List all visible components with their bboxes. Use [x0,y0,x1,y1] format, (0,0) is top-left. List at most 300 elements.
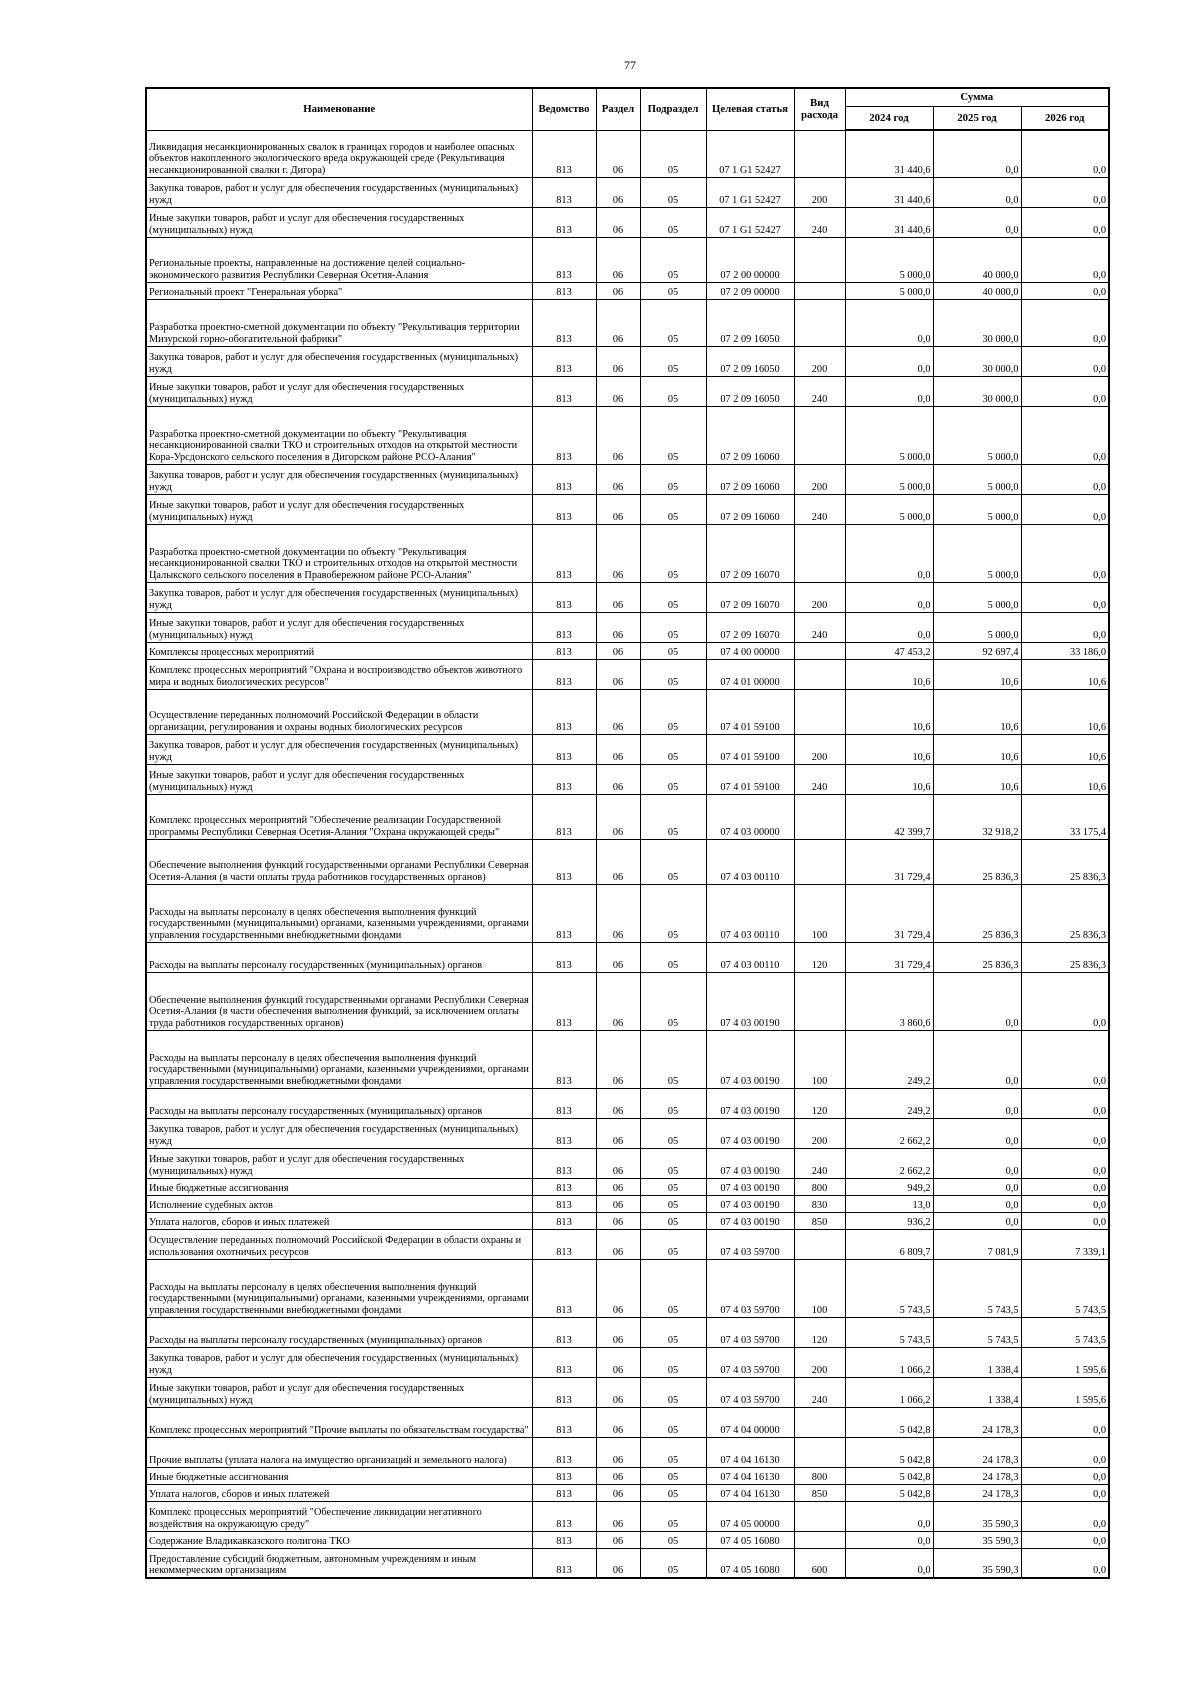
row-name: Комплекс процессных мероприятий "Обеспечение ликвидации негативного воздействия на окружающую среду" [146,1501,532,1531]
row-name: Закупка товаров, работ и услуг для обеспечения государственных (муниципальных) нужд [146,1347,532,1377]
row-sum-2025: 32 918,2 [933,794,1021,839]
header-target-article: Целевая статья [706,88,794,130]
row-expense-type [794,1531,845,1548]
row-target-article: 07 4 03 00190 [706,1030,794,1088]
row-section: 06 [596,884,640,942]
row-expense-type [794,299,845,346]
row-expense-type: 600 [794,1548,845,1578]
row-target-article: 07 2 09 16050 [706,299,794,346]
row-expense-type [794,1229,845,1259]
row-target-article: 07 4 03 00190 [706,972,794,1030]
table-row [146,177,1109,207]
row-department: 813 [532,464,596,494]
row-sum-2024: 949,2 [845,1178,933,1195]
table-row [146,1088,1109,1118]
row-name: Комплексы процессных мероприятий [146,642,532,659]
row-sum-2025: 0,0 [933,177,1021,207]
row-expense-type: 240 [794,764,845,794]
row-target-article: 07 4 05 00000 [706,1501,794,1531]
row-department: 813 [532,942,596,972]
row-expense-type: 850 [794,1484,845,1501]
row-section: 06 [596,237,640,282]
row-expense-type: 120 [794,942,845,972]
row-target-article: 07 2 09 00000 [706,282,794,299]
row-sum-2026: 5 743,5 [1021,1259,1109,1317]
table-row [146,464,1109,494]
table-row [146,376,1109,406]
row-expense-type [794,524,845,582]
row-expense-type: 200 [794,582,845,612]
table-row [146,346,1109,376]
row-section: 06 [596,494,640,524]
row-sum-2025: 1 338,4 [933,1377,1021,1407]
row-sum-2026: 0,0 [1021,376,1109,406]
row-sum-2024: 2 662,2 [845,1148,933,1178]
row-name: Разработка проектно-сметной документации по объекту "Рекультивация территории Мизурской горно-обогатительной фабрики" [146,299,532,346]
row-expense-type: 100 [794,884,845,942]
row-subsection: 05 [640,177,706,207]
row-sum-2024: 5 000,0 [845,282,933,299]
row-name: Иные закупки товаров, работ и услуг для обеспечения государственных (муниципальных) нужд [146,1148,532,1178]
row-sum-2025: 5 743,5 [933,1317,1021,1347]
row-subsection: 05 [640,1377,706,1407]
header-section: Раздел [596,88,640,130]
row-section: 06 [596,1259,640,1317]
row-department: 813 [532,1259,596,1317]
row-target-article: 07 2 09 16070 [706,582,794,612]
row-sum-2024: 5 000,0 [845,494,933,524]
row-sum-2025: 0,0 [933,972,1021,1030]
row-sum-2024: 1 066,2 [845,1377,933,1407]
header-year-2025: 2025 год [933,106,1021,130]
row-sum-2026: 0,0 [1021,1088,1109,1118]
row-sum-2024: 0,0 [845,1501,933,1531]
row-target-article: 07 2 09 16070 [706,524,794,582]
row-sum-2024: 0,0 [845,376,933,406]
row-target-article: 07 2 00 00000 [706,237,794,282]
row-sum-2026: 0,0 [1021,130,1109,177]
row-subsection: 05 [640,1347,706,1377]
row-expense-type [794,1501,845,1531]
row-subsection: 05 [640,582,706,612]
row-department: 813 [532,972,596,1030]
row-subsection: 05 [640,972,706,1030]
row-expense-type: 200 [794,734,845,764]
row-expense-type: 200 [794,177,845,207]
row-sum-2024: 249,2 [845,1030,933,1088]
row-department: 813 [532,237,596,282]
row-expense-type: 200 [794,464,845,494]
row-section: 06 [596,464,640,494]
row-sum-2026: 0,0 [1021,207,1109,237]
row-sum-2025: 5 000,0 [933,612,1021,642]
row-name: Закупка товаров, работ и услуг для обеспечения государственных (муниципальных) нужд [146,464,532,494]
table-row [146,1030,1109,1088]
row-sum-2024: 5 042,8 [845,1407,933,1437]
row-department: 813 [532,794,596,839]
row-target-article: 07 4 03 59700 [706,1347,794,1377]
row-sum-2025: 24 178,3 [933,1407,1021,1437]
row-section: 06 [596,207,640,237]
row-sum-2026: 7 339,1 [1021,1229,1109,1259]
row-sum-2025: 5 000,0 [933,406,1021,464]
row-section: 06 [596,1229,640,1259]
row-section: 06 [596,1377,640,1407]
row-department: 813 [532,1030,596,1088]
row-expense-type [794,689,845,734]
row-expense-type: 240 [794,1148,845,1178]
row-sum-2025: 5 000,0 [933,464,1021,494]
table-row [146,130,1109,177]
row-sum-2024: 10,6 [845,764,933,794]
row-target-article: 07 1 G1 52427 [706,207,794,237]
row-subsection: 05 [640,1148,706,1178]
budget-table [145,87,1110,1579]
row-section: 06 [596,376,640,406]
row-name: Комплекс процессных мероприятий "Охрана и воспроизводство объектов животного мира и водных биологических ресурсов" [146,659,532,689]
header-sum: Сумма [845,88,1109,106]
row-sum-2024: 0,0 [845,582,933,612]
row-department: 813 [532,1484,596,1501]
row-expense-type: 100 [794,1259,845,1317]
row-target-article: 07 2 09 16060 [706,494,794,524]
row-subsection: 05 [640,406,706,464]
table-row [146,299,1109,346]
row-section: 06 [596,282,640,299]
row-section: 06 [596,524,640,582]
row-sum-2024: 2 662,2 [845,1118,933,1148]
row-sum-2024: 31 440,6 [845,207,933,237]
row-sum-2025: 35 590,3 [933,1548,1021,1578]
row-expense-type: 240 [794,612,845,642]
row-subsection: 05 [640,1088,706,1118]
row-expense-type [794,130,845,177]
row-subsection: 05 [640,884,706,942]
header-name: Наименование [146,88,532,130]
row-subsection: 05 [640,764,706,794]
row-sum-2025: 7 081,9 [933,1229,1021,1259]
row-subsection: 05 [640,794,706,839]
row-subsection: 05 [640,1484,706,1501]
row-sum-2025: 35 590,3 [933,1501,1021,1531]
row-department: 813 [532,764,596,794]
table-row [146,642,1109,659]
row-section: 06 [596,642,640,659]
row-sum-2025: 10,6 [933,734,1021,764]
row-name: Закупка товаров, работ и услуг для обеспечения государственных (муниципальных) нужд [146,582,532,612]
row-sum-2026: 1 595,6 [1021,1347,1109,1377]
table-row [146,207,1109,237]
row-department: 813 [532,1088,596,1118]
row-name: Расходы на выплаты персоналу государственных (муниципальных) органов [146,1088,532,1118]
row-sum-2024: 6 809,7 [845,1229,933,1259]
header-expense-type: Вид расхода [794,88,845,130]
row-sum-2026: 0,0 [1021,1195,1109,1212]
row-target-article: 07 4 03 00190 [706,1195,794,1212]
row-subsection: 05 [640,1259,706,1317]
row-name: Иные закупки товаров, работ и услуг для обеспечения государственных (муниципальных) нужд [146,494,532,524]
row-subsection: 05 [640,1212,706,1229]
row-section: 06 [596,346,640,376]
row-sum-2024: 31 440,6 [845,130,933,177]
row-department: 813 [532,1212,596,1229]
row-name: Иные закупки товаров, работ и услуг для обеспечения государственных (муниципальных) нужд [146,376,532,406]
row-sum-2024: 0,0 [845,346,933,376]
row-target-article: 07 4 04 16130 [706,1484,794,1501]
row-sum-2024: 31 440,6 [845,177,933,207]
row-subsection: 05 [640,376,706,406]
row-name: Разработка проектно-сметной документации по объекту "Рекультивация несанкционированной свалки ТКО и строительных отходов на открытой местности Кора-Урсдонского сельского поселения в Дигорском районе РСО-Алания" [146,406,532,464]
row-sum-2024: 3 860,6 [845,972,933,1030]
row-sum-2025: 10,6 [933,689,1021,734]
row-subsection: 05 [640,1407,706,1437]
row-department: 813 [532,177,596,207]
row-subsection: 05 [640,207,706,237]
row-target-article: 07 4 05 16080 [706,1531,794,1548]
row-section: 06 [596,1178,640,1195]
row-name: Расходы на выплаты персоналу государственных (муниципальных) органов [146,1317,532,1347]
row-sum-2025: 30 000,0 [933,376,1021,406]
row-target-article: 07 4 03 59700 [706,1229,794,1259]
row-section: 06 [596,734,640,764]
row-department: 813 [532,346,596,376]
row-sum-2024: 0,0 [845,299,933,346]
row-expense-type [794,972,845,1030]
row-name: Иные закупки товаров, работ и услуг для обеспечения государственных (муниципальных) нужд [146,207,532,237]
row-sum-2026: 0,0 [1021,1531,1109,1548]
row-sum-2024: 5 000,0 [845,464,933,494]
row-section: 06 [596,1467,640,1484]
row-target-article: 07 4 01 59100 [706,764,794,794]
row-sum-2026: 25 836,3 [1021,839,1109,884]
row-sum-2026: 0,0 [1021,1178,1109,1195]
row-expense-type: 800 [794,1178,845,1195]
row-sum-2026: 0,0 [1021,582,1109,612]
row-department: 813 [532,1437,596,1467]
row-section: 06 [596,582,640,612]
row-department: 813 [532,612,596,642]
row-expense-type [794,406,845,464]
row-name: Обеспечение выполнения функций государственными органами Республики Северная Осетия-Алания (в части обеспечения выполнения функций, за исключением оплаты труда работников государственных органов) [146,972,532,1030]
row-target-article: 07 4 03 00110 [706,884,794,942]
row-target-article: 07 4 03 00110 [706,942,794,972]
row-department: 813 [532,734,596,764]
row-sum-2026: 33 175,4 [1021,794,1109,839]
row-section: 06 [596,1212,640,1229]
row-subsection: 05 [640,1178,706,1195]
row-sum-2026: 0,0 [1021,1148,1109,1178]
row-expense-type: 850 [794,1212,845,1229]
row-target-article: 07 4 01 59100 [706,734,794,764]
row-name: Обеспечение выполнения функций государственными органами Республики Северная Осетия-Алания (в части оплаты труда работников государственных органов) [146,839,532,884]
row-name: Закупка товаров, работ и услуг для обеспечения государственных (муниципальных) нужд [146,177,532,207]
row-sum-2026: 1 595,6 [1021,1377,1109,1407]
table-row [146,282,1109,299]
row-department: 813 [532,1195,596,1212]
row-expense-type [794,1407,845,1437]
row-section: 06 [596,1484,640,1501]
row-department: 813 [532,1229,596,1259]
row-target-article: 07 4 05 16080 [706,1548,794,1578]
row-sum-2026: 0,0 [1021,524,1109,582]
row-subsection: 05 [640,130,706,177]
row-subsection: 05 [640,1118,706,1148]
table-row [146,689,1109,734]
row-section: 06 [596,1030,640,1088]
row-subsection: 05 [640,524,706,582]
table-row [146,1531,1109,1548]
row-name: Ликвидация несанкционированных свалок в границах городов и наиболее опасных объектов накопленного экологического вреда окружающей среде (Рекультивация несанкционированной свалки г. Дигора) [146,130,532,177]
row-department: 813 [532,299,596,346]
row-sum-2025: 5 743,5 [933,1259,1021,1317]
row-expense-type [794,237,845,282]
table-row [146,794,1109,839]
row-target-article: 07 4 04 16130 [706,1437,794,1467]
row-subsection: 05 [640,642,706,659]
row-department: 813 [532,1501,596,1531]
row-target-article: 07 2 09 16060 [706,406,794,464]
row-sum-2025: 1 338,4 [933,1347,1021,1377]
row-sum-2026: 0,0 [1021,1437,1109,1467]
row-sum-2025: 40 000,0 [933,282,1021,299]
row-target-article: 07 1 G1 52427 [706,130,794,177]
row-sum-2025: 0,0 [933,1088,1021,1118]
row-department: 813 [532,1148,596,1178]
row-section: 06 [596,942,640,972]
row-sum-2024: 31 729,4 [845,839,933,884]
row-subsection: 05 [640,464,706,494]
row-name: Содержание Владикавказского полигона ТКО [146,1531,532,1548]
row-sum-2024: 5 743,5 [845,1317,933,1347]
row-target-article: 07 2 09 16070 [706,612,794,642]
row-sum-2025: 0,0 [933,1030,1021,1088]
row-sum-2025: 0,0 [933,207,1021,237]
row-sum-2025: 40 000,0 [933,237,1021,282]
row-sum-2026: 25 836,3 [1021,884,1109,942]
row-subsection: 05 [640,942,706,972]
table-row [146,582,1109,612]
row-sum-2025: 24 178,3 [933,1437,1021,1467]
row-target-article: 07 4 03 00110 [706,839,794,884]
table-row [146,734,1109,764]
row-sum-2025: 25 836,3 [933,942,1021,972]
row-section: 06 [596,1195,640,1212]
row-sum-2026: 5 743,5 [1021,1317,1109,1347]
row-subsection: 05 [640,1437,706,1467]
row-department: 813 [532,659,596,689]
row-section: 06 [596,794,640,839]
table-row [146,1195,1109,1212]
row-sum-2024: 936,2 [845,1212,933,1229]
row-name: Расходы на выплаты персоналу в целях обеспечения выполнения функций государственными (муниципальными) органами, казенными учреждениями, органами управления государственными внебюджетными фондами [146,884,532,942]
table-row [146,1501,1109,1531]
row-name: Комплекс процессных мероприятий "Прочие выплаты по обязательствам государства" [146,1407,532,1437]
row-section: 06 [596,299,640,346]
row-section: 06 [596,659,640,689]
row-section: 06 [596,1531,640,1548]
row-subsection: 05 [640,346,706,376]
row-department: 813 [532,1467,596,1484]
row-sum-2025: 10,6 [933,764,1021,794]
row-target-article: 07 4 00 00000 [706,642,794,659]
row-sum-2024: 10,6 [845,659,933,689]
row-expense-type: 100 [794,1030,845,1088]
row-sum-2026: 0,0 [1021,177,1109,207]
table-row [146,1317,1109,1347]
row-sum-2025: 0,0 [933,1195,1021,1212]
row-expense-type [794,1437,845,1467]
row-department: 813 [532,689,596,734]
row-section: 06 [596,1501,640,1531]
row-expense-type: 240 [794,494,845,524]
row-sum-2026: 10,6 [1021,659,1109,689]
row-department: 813 [532,839,596,884]
row-department: 813 [532,494,596,524]
row-sum-2026: 0,0 [1021,1467,1109,1484]
row-sum-2026: 0,0 [1021,1501,1109,1531]
row-sum-2024: 31 729,4 [845,884,933,942]
row-subsection: 05 [640,689,706,734]
row-expense-type [794,282,845,299]
row-department: 813 [532,1548,596,1578]
row-subsection: 05 [640,612,706,642]
row-sum-2024: 5 000,0 [845,406,933,464]
row-name: Осуществление переданных полномочий Российской Федерации в области организации, регулирования и охраны водных биологических ресурсов [146,689,532,734]
row-sum-2026: 0,0 [1021,1118,1109,1148]
row-expense-type [794,659,845,689]
table-row [146,1178,1109,1195]
row-sum-2025: 24 178,3 [933,1484,1021,1501]
row-sum-2025: 30 000,0 [933,346,1021,376]
row-name: Уплата налогов, сборов и иных платежей [146,1484,532,1501]
row-name: Закупка товаров, работ и услуг для обеспечения государственных (муниципальных) нужд [146,734,532,764]
header-year-2024: 2024 год [845,106,933,130]
table-row [146,659,1109,689]
row-sum-2025: 25 836,3 [933,884,1021,942]
row-sum-2025: 25 836,3 [933,839,1021,884]
row-name: Расходы на выплаты персоналу государственных (муниципальных) органов [146,942,532,972]
row-target-article: 07 4 03 00000 [706,794,794,839]
row-target-article: 07 4 04 00000 [706,1407,794,1437]
table-row [146,406,1109,464]
row-sum-2026: 10,6 [1021,764,1109,794]
row-sum-2024: 0,0 [845,612,933,642]
table-row [146,1118,1109,1148]
row-sum-2024: 13,0 [845,1195,933,1212]
table-row [146,1229,1109,1259]
table-row [146,839,1109,884]
row-department: 813 [532,1377,596,1407]
row-section: 06 [596,764,640,794]
row-name: Иные закупки товаров, работ и услуг для обеспечения государственных (муниципальных) нужд [146,612,532,642]
row-subsection: 05 [640,299,706,346]
row-sum-2024: 5 042,8 [845,1484,933,1501]
row-section: 06 [596,839,640,884]
row-sum-2025: 5 000,0 [933,494,1021,524]
row-section: 06 [596,1118,640,1148]
row-sum-2024: 31 729,4 [845,942,933,972]
row-sum-2025: 5 000,0 [933,582,1021,612]
table-row [146,494,1109,524]
row-section: 06 [596,1347,640,1377]
header-year-2026: 2026 год [1021,106,1109,130]
row-name: Уплата налогов, сборов и иных платежей [146,1212,532,1229]
row-section: 06 [596,1148,640,1178]
row-sum-2026: 0,0 [1021,1407,1109,1437]
row-department: 813 [532,406,596,464]
table-row [146,942,1109,972]
table-row [146,1467,1109,1484]
